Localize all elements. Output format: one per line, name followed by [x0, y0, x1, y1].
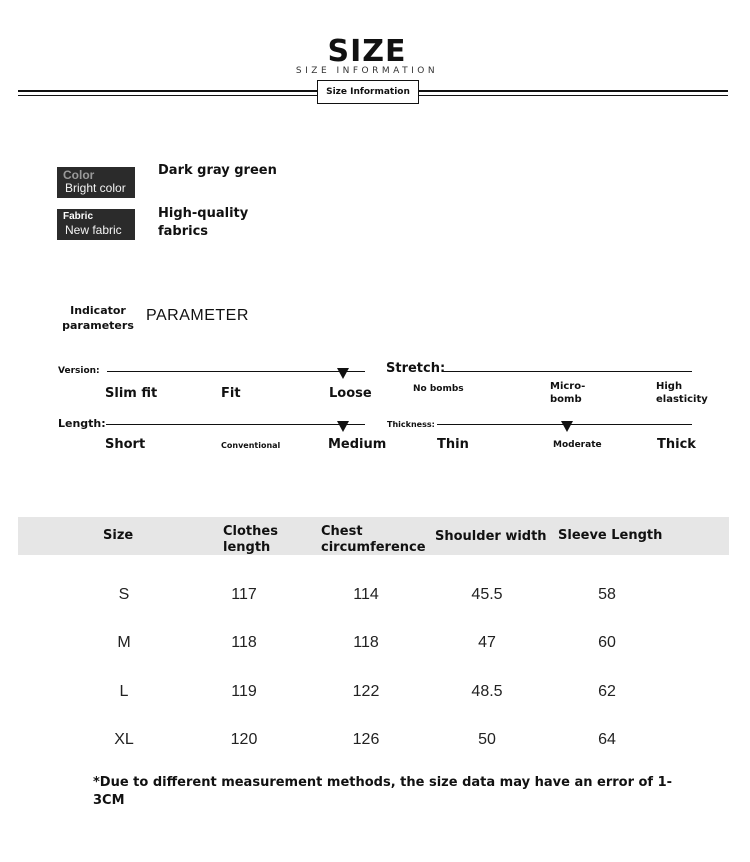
- version-label: Version:: [58, 366, 100, 376]
- table-cell: XL: [114, 731, 134, 748]
- table-cell: 120: [230, 731, 258, 748]
- length-scale-line: [106, 424, 365, 425]
- thickness-option-moderate: Moderate: [553, 440, 602, 450]
- length-option-conventional: Conventional: [221, 441, 281, 450]
- table-cell: 62: [598, 683, 616, 700]
- table-cell: 64: [598, 731, 616, 748]
- color-badge-bottom: Bright color: [65, 181, 126, 195]
- fabric-value: High-quality fabrics: [158, 206, 249, 239]
- stretch-scale-line: [442, 371, 692, 372]
- fabric-badge-bottom: New fabric: [65, 223, 122, 237]
- table-cell: 126: [352, 731, 380, 748]
- measurement-note: *Due to different measurement methods, the size data may have an error of 1-3CM: [93, 775, 673, 808]
- stretch-option-none: No bombs: [413, 384, 464, 394]
- table-cell: L: [119, 683, 129, 700]
- column-header-chest: Chest circumference: [321, 524, 426, 555]
- table-cell: 118: [231, 634, 257, 651]
- table-cell: 45.5: [471, 586, 503, 603]
- page-subtitle: SIZE INFORMATION: [295, 66, 439, 76]
- stretch-label: Stretch:: [386, 361, 446, 376]
- table-cell: M: [117, 634, 131, 651]
- table-cell: 60: [598, 634, 616, 651]
- version-option-loose: Loose: [329, 386, 372, 401]
- color-badge-top: Color: [63, 168, 95, 182]
- table-cell: 119: [231, 683, 257, 700]
- length-label: Length:: [58, 417, 106, 430]
- table-cell: 48.5: [471, 683, 503, 700]
- table-cell: 118: [353, 634, 379, 651]
- parameter-title: PARAMETER: [146, 307, 249, 324]
- stretch-option-micro: Micro-bomb: [550, 381, 586, 405]
- section-tag: Size Information: [317, 80, 419, 104]
- thickness-option-thick: Thick: [657, 437, 696, 452]
- indicator-label: Indicator parameters: [62, 304, 134, 332]
- table-cell: 114: [353, 586, 379, 603]
- version-option-fit: Fit: [221, 386, 241, 401]
- table-cell: 122: [352, 683, 380, 700]
- version-option-slim: Slim fit: [105, 386, 158, 401]
- column-header-sleeve: Sleeve Length: [558, 528, 663, 543]
- length-option-short: Short: [105, 437, 146, 452]
- length-marker-icon: [337, 421, 349, 432]
- table-cell: 50: [478, 731, 496, 748]
- table-cell: 58: [598, 586, 616, 603]
- length-option-medium: Medium: [328, 437, 387, 452]
- column-header-length: Clothes length: [223, 524, 278, 555]
- table-cell: 47: [478, 634, 496, 651]
- thickness-label: Thickness:: [387, 420, 435, 429]
- thickness-marker-icon: [561, 421, 573, 432]
- version-marker-icon: [337, 368, 349, 379]
- fabric-badge-top: Fabric: [63, 211, 94, 222]
- stretch-option-high: High elasticity: [656, 381, 708, 405]
- page-title: SIZE: [327, 34, 407, 69]
- color-value: Dark gray green: [158, 163, 277, 178]
- table-cell: S: [118, 586, 130, 603]
- thickness-option-thin: Thin: [437, 437, 469, 452]
- column-header-shoulder: Shoulder width: [435, 529, 547, 544]
- version-scale-line: [107, 371, 365, 372]
- fabric-badge: [57, 209, 135, 240]
- column-header-size: Size: [103, 528, 134, 543]
- table-cell: 117: [231, 586, 257, 603]
- color-badge: [57, 167, 135, 198]
